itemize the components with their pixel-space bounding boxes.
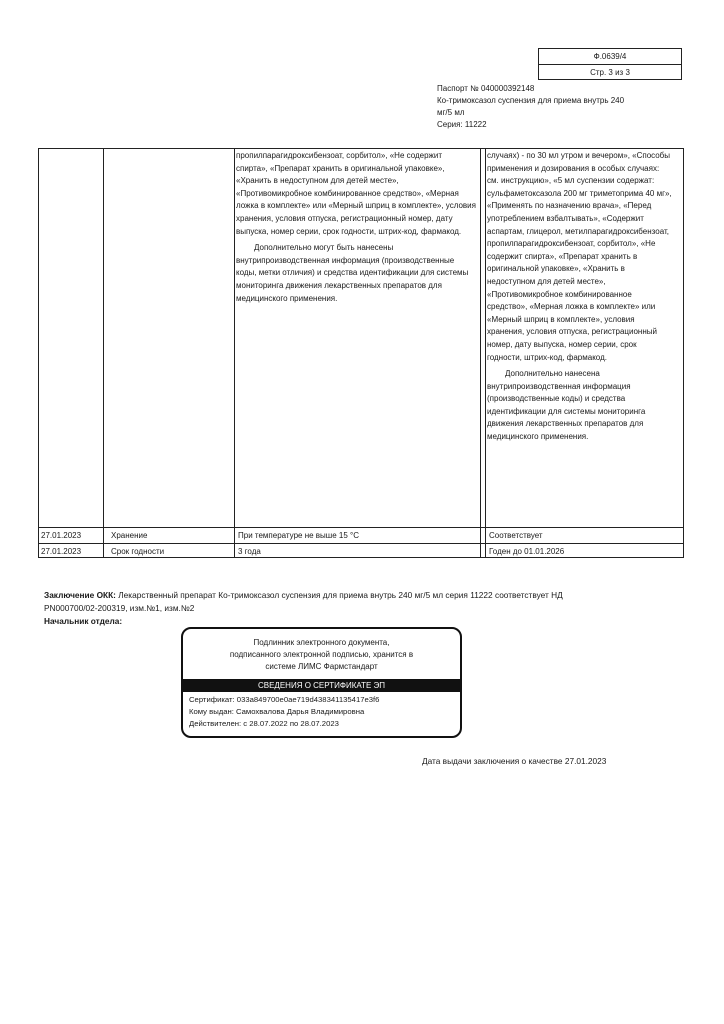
stamp-line: подписанного электронной подписью, хранится в [229, 650, 414, 659]
row-requirement: При температуре не выше 15 °С [238, 531, 359, 540]
passport-product: Ко-тримоксазол суспензия для приема внутрь 240 мг/5 мл [437, 96, 625, 117]
conclusion-label: Заключение ОКК: [44, 590, 116, 600]
row-name: Хранение [111, 531, 148, 540]
requirement-cell [234, 149, 478, 306]
passport-number: Паспорт № 040000392148 [437, 84, 535, 93]
result-text: случаях) - по 30 мл утром и вечером», «Способы применения и дозирования в особых случаях: см. инструкцию», «5 мл суспензии содержат: сульфаметоксазола 200 мг триметоприма 40 мг», «Применять по назначению врача», «Перед употреблением взбалтывать», «Содержит аспартам, глицерол, метилпарагидроксибензоат, пропилпарагидроксибензоат, сорбитол», «Не содержит спирта», «Препарат хранить в оригинальной упаковке», «Хранить в недоступном для детей месте», «Противомикробное комбинированное средство», «Мерная ложка в комплекте» или «Мерный шприц в комплекте», условия хранения, условия отпуска, регистрационный номер, дату выпуска, номер серии, срок годности, штрих-код, фармакод. [487, 151, 672, 362]
certificate-validity: Действителен: с 28.07.2022 по 28.07.2023 [189, 719, 339, 728]
result-cell [485, 149, 675, 445]
digital-signature-stamp [181, 627, 462, 738]
table-divider [103, 149, 104, 557]
requirement-text-extra: Дополнительно могут быть нанесены внутрипроизводственная информация (производственные коды, метки отличия) и средства идентификации для системы мониторинга движения лекарственных препаратов для медицинского применения. [236, 243, 469, 303]
result-text-extra: Дополнительно нанесена внутрипроизводственная информация (производственные коды) и средства идентификации для системы мониторинга движения лекарственных препаратов для медицинского применения. [487, 369, 646, 442]
conclusion-text: Лекарственный препарат Ко-тримоксазол суспензия для приема внутрь 240 мг/5 мл серия 11222 соответствует НД РN000700/02-200319, изм.№1, изм.№2 [44, 590, 563, 613]
stamp-certificate-info [189, 694, 379, 730]
row-date: 27.01.2023 [41, 531, 82, 540]
passport-header [437, 83, 637, 131]
stamp-line: системе ЛИМС Фармстандарт [265, 662, 378, 671]
passport-series: Серия: 11222 [437, 120, 487, 129]
certificate-owner: Кому выдан: Самохвалова Дарья Владимировна [189, 707, 365, 716]
table-divider [39, 527, 683, 528]
table-divider [39, 543, 683, 544]
row-result: Соответствует [489, 531, 543, 540]
stamp-line: Подлинник электронного документа, [253, 638, 390, 647]
row-date: 27.01.2023 [41, 547, 82, 556]
requirement-text: пропилпарагидроксибензоат, сорбитол», «Не содержит спирта», «Препарат хранить в оригинальной упаковке», «Хранить в недоступном для детей месте», «Противомикробное комбинированное средство», «Мерная ложка в комплекте» или «Мерный шприц в комплекте», условия хранения, условия отпуска, регистрационный номер, дату выпуска, номер серии, срок годности, штрих-код, фармакод. [236, 151, 476, 236]
quality-table [38, 148, 684, 558]
department-head-label: Начальник отдела: [44, 616, 123, 626]
issue-date: Дата выдачи заключения о качестве 27.01.2023 [422, 756, 607, 766]
form-code-box [538, 48, 682, 80]
table-divider [480, 149, 481, 557]
row-name: Срок годности [111, 547, 165, 556]
conclusion [44, 589, 564, 615]
row-result: Годен до 01.01.2026 [489, 547, 565, 556]
certificate-number: Сертификат: 033a849700e0ae719d438341135417e3f6 [189, 695, 380, 704]
stamp-text [183, 629, 460, 673]
row-requirement: 3 года [238, 547, 261, 556]
stamp-certificate-bar: СВЕДЕНИЯ О СЕРТИФИКАТЕ ЭП [183, 679, 460, 692]
page-number: Стр. 3 из 3 [590, 68, 630, 77]
form-code: Ф.0639/4 [539, 49, 681, 65]
